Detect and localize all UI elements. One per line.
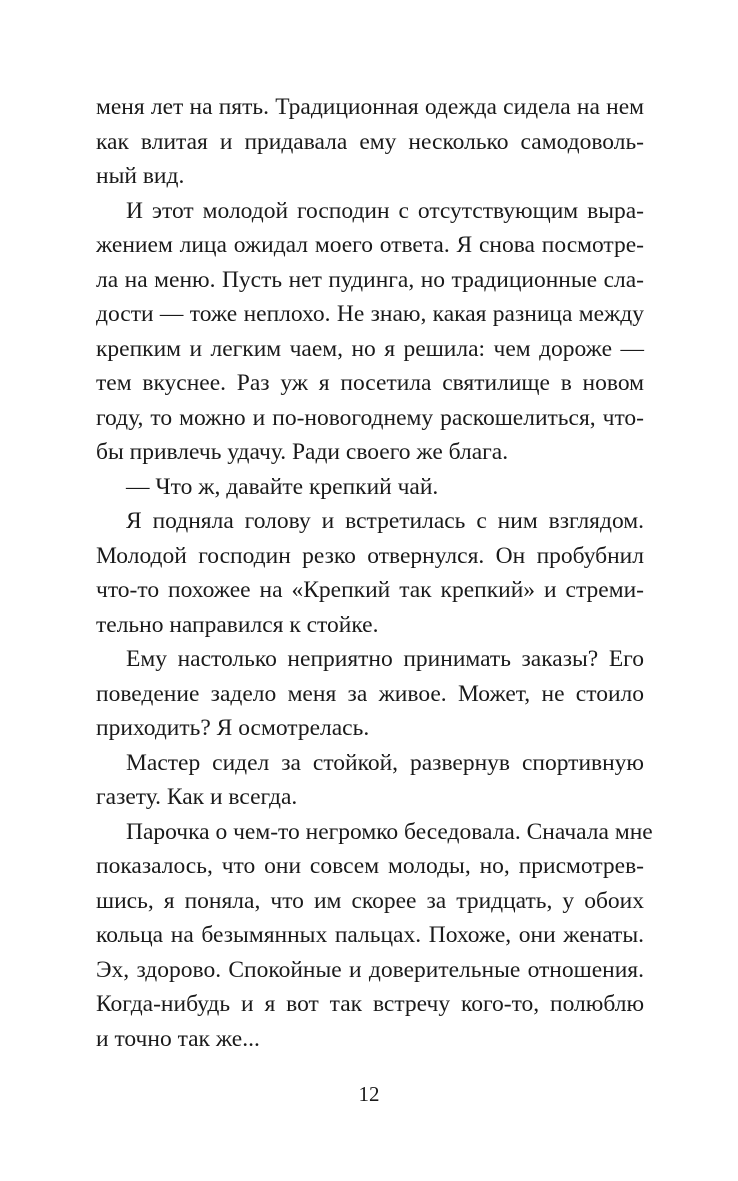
text-line: Парочка о чем-то негромко беседовала. Сначала мне — [126, 818, 653, 845]
paragraph-5 — [96, 642, 644, 746]
text-line: бы привлечь удачу. Ради своего же блага. — [96, 439, 509, 465]
text-line: Я подняла голову и встретилась с ним взглядом. — [126, 508, 644, 534]
text-line: Молодой господин резко отвернулся. Он пробубнил — [96, 542, 644, 569]
text-line: Мастер сидел за стойкой, развернув спортивную — [126, 749, 644, 776]
text-line: крепким и легким чаем, но я решила: чем дороже — — [96, 335, 644, 362]
text-line: меня лет на пять. Традиционная одежда сидела на нем — [96, 94, 644, 120]
text-line: Когда-нибудь и я вот так встречу кого-то, полюблю — [96, 991, 644, 1017]
page-body — [96, 90, 653, 1056]
paragraph-4 — [96, 504, 644, 642]
text-line: тем вкуснее. Раз уж я посетила святилище в новом — [96, 370, 644, 396]
text-line: ла на меню. Пусть нет пудинга, но традиционные сла- — [96, 266, 644, 293]
paragraph-1 — [96, 90, 644, 194]
text-line: Эх, здорово. Спокойные и доверительные отношения. — [96, 956, 644, 983]
text-line: поведение задело меня за живое. Может, не стоило — [96, 680, 644, 707]
text-line: дости — тоже неплохо. Не знаю, какая разница между — [96, 301, 644, 327]
text-line: Ему настолько неприятно принимать заказы? Его — [126, 646, 644, 672]
text-line: приходить? Я осмотрелась. — [96, 715, 370, 741]
paragraph-3 — [96, 470, 644, 505]
text-line: кольца на безымянных пальцах. Похоже, они женаты. — [96, 922, 644, 948]
paragraph-7 — [96, 815, 653, 1057]
text-line: тельно направился к стойке. — [96, 611, 379, 638]
text-line: шись, я поняла, что им скорее за тридцать, у обоих — [96, 887, 644, 914]
text-line: как влитая и придавала ему несколько самодоволь- — [96, 128, 644, 155]
text-line: жением лица ожидал моего ответа. Я снова посмотре- — [96, 232, 644, 258]
text-line: что-то похожее на «Крепкий так крепкий» и стреми- — [96, 577, 644, 603]
paragraph-2 — [96, 194, 644, 470]
paragraph-6 — [96, 746, 644, 815]
text-line: И этот молодой господин с отсутствующим выра- — [126, 197, 644, 224]
text-line: — Что ж, давайте крепкий чай. — [126, 473, 439, 500]
page-number: 12 — [358, 1082, 380, 1106]
text-line: и точно так же... — [96, 1025, 260, 1052]
text-line: газету. Как и всегда. — [96, 784, 298, 810]
text-line: году, то можно и по-новогоднему раскошелиться, что- — [96, 404, 644, 431]
text-line: показалось, что они совсем молоды, но, присмотрев- — [96, 853, 644, 879]
text-line: ный вид. — [96, 163, 185, 189]
